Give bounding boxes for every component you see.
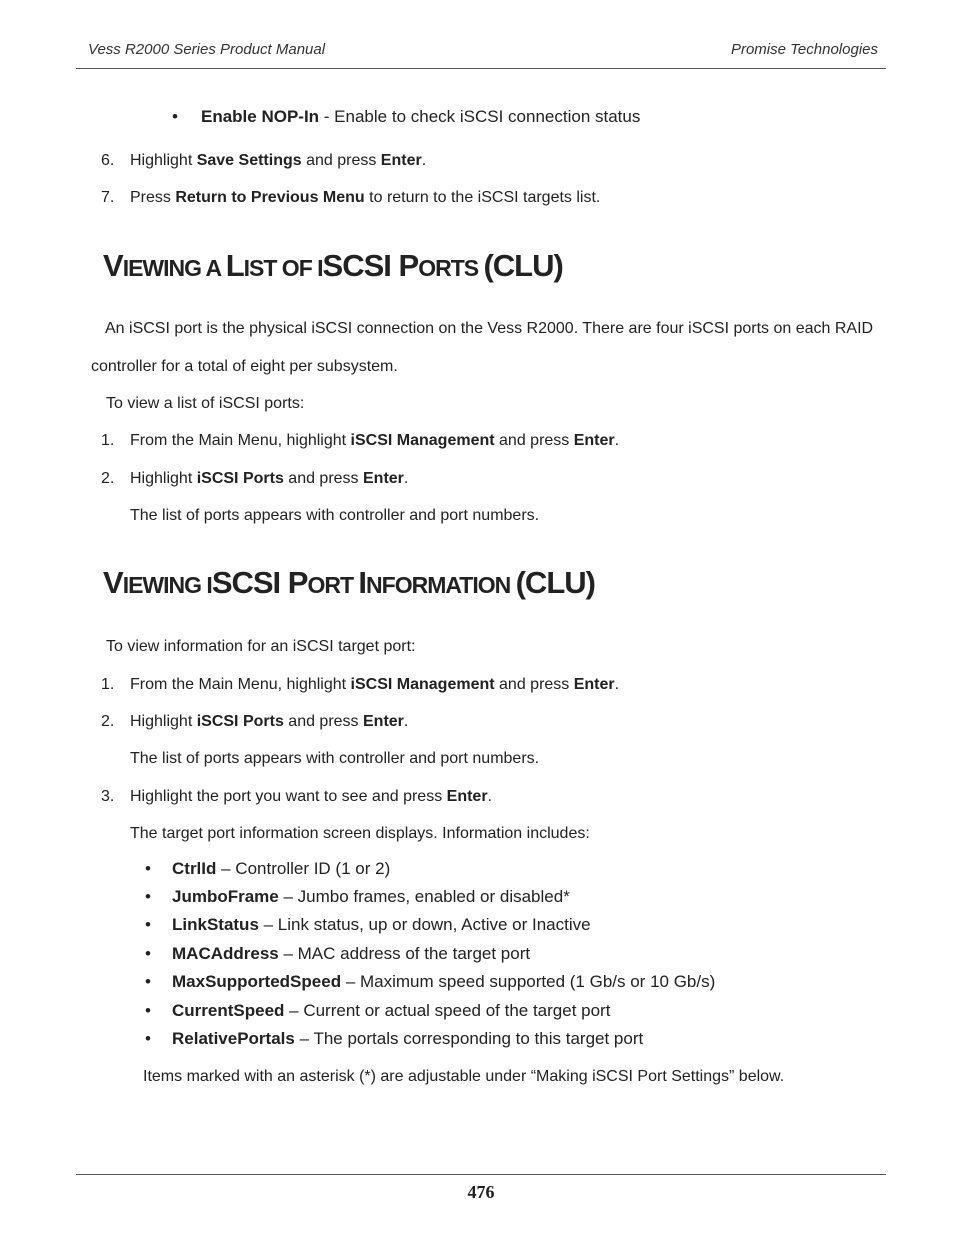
- paragraph-intro: To view a list of iSCSI ports:: [106, 395, 305, 412]
- text-span: 7.: [101, 189, 115, 206]
- step-6: [101, 152, 426, 170]
- text-span: and press: [301, 152, 381, 169]
- text-span: Press: [130, 189, 176, 206]
- text-span: 1.: [101, 432, 115, 449]
- text-span: ORT: [307, 572, 359, 598]
- text-span: IST OF I: [243, 255, 323, 281]
- text-span: NFORMATION: [366, 572, 516, 598]
- list-item: [145, 1029, 643, 1049]
- text-span: Highlight: [130, 470, 197, 487]
- text-span: and press: [283, 470, 363, 487]
- list-item: [145, 944, 530, 964]
- running-header-title: Vess R2000 Series Product Manual: [88, 41, 326, 58]
- text-span: •: [145, 1001, 151, 1020]
- page-number: 476: [467, 1182, 495, 1202]
- text-span: 2.: [101, 470, 115, 487]
- text-span: .: [614, 676, 620, 693]
- text-span: and press: [283, 713, 363, 730]
- text-span: – MAC address of the target port: [278, 944, 531, 963]
- text-span: .: [614, 432, 620, 449]
- text-span: iSCSI Management: [350, 676, 495, 693]
- footer-rule: [76, 1174, 886, 1175]
- bullet-text: - Enable to check iSCSI connection status: [319, 107, 641, 126]
- step-1: [101, 432, 619, 450]
- step-1: [101, 676, 619, 694]
- text-span: Highlight: [130, 152, 197, 169]
- step-2: [101, 470, 408, 488]
- text-span: to return to the iSCSI targets list.: [364, 189, 601, 206]
- text-span: MACAddress: [172, 944, 279, 963]
- text-span: iSCSI Ports: [196, 470, 284, 487]
- text-span: Enter: [363, 470, 404, 487]
- text-span: SCSI: [322, 248, 399, 283]
- text-span: – Jumbo frames, enabled or disabled*: [278, 887, 570, 906]
- text-span: LinkStatus: [172, 915, 259, 934]
- text-span: Enter: [446, 788, 488, 805]
- text-span: V: [103, 248, 123, 283]
- text-span: MaxSupportedSpeed: [172, 972, 342, 991]
- text-span: P: [287, 565, 308, 600]
- list-item: [145, 859, 390, 879]
- bullet-marker: •: [172, 107, 178, 126]
- text-span: – Link status, up or down, Active or Inactive: [258, 915, 591, 934]
- text-span: Enter: [573, 432, 615, 449]
- text-span: 3.: [101, 788, 115, 805]
- text-span: •: [145, 1029, 151, 1048]
- footnote: Items marked with an asterisk (*) are adjustable under “Making iSCSI Port Settings” below.: [143, 1068, 785, 1085]
- text-span: .: [487, 788, 492, 805]
- text-span: – The portals corresponding to this target port: [294, 1029, 644, 1048]
- text-span: .: [403, 713, 409, 730]
- bullet-enable-nop-in: [172, 107, 640, 127]
- list-item: [145, 915, 591, 935]
- text-span: and press: [494, 676, 574, 693]
- text-span: .: [421, 152, 427, 169]
- text-span: •: [145, 972, 151, 991]
- text-span: •: [145, 915, 151, 934]
- list-item: [145, 1001, 610, 1021]
- text-span: .: [403, 470, 409, 487]
- text-span: IEWING A: [122, 255, 226, 281]
- text-span: Save Settings: [196, 152, 302, 169]
- paragraph-line: An iSCSI port is the physical iSCSI connection on the Vess R2000. There are four iSCSI ports on each RAID: [105, 320, 874, 337]
- text-span: •: [145, 859, 151, 878]
- section-heading-iscsi-port-info: [103, 565, 595, 601]
- text-span: 6.: [101, 152, 115, 169]
- paragraph-line: controller for a total of eight per subsystem.: [91, 358, 398, 375]
- text-span: •: [145, 944, 151, 963]
- text-span: Highlight: [130, 713, 197, 730]
- step-7: [101, 189, 600, 207]
- text-span: Enter: [363, 713, 404, 730]
- text-span: From the Main Menu, highlight: [130, 432, 351, 449]
- text-span: – Maximum speed supported (1 Gb/s or 10 Gb/s): [341, 972, 716, 991]
- step-note: The list of ports appears with controller and port numbers.: [130, 507, 540, 524]
- list-item: [145, 972, 715, 992]
- text-span: P: [398, 248, 419, 283]
- section-heading-iscsi-ports-list: [103, 248, 563, 284]
- text-span: CtrlId: [172, 859, 217, 878]
- text-span: Highlight the port you want to see and press: [130, 788, 447, 805]
- step-3: [101, 788, 492, 806]
- text-span: (CLU): [483, 248, 563, 283]
- text-span: •: [145, 887, 151, 906]
- paragraph-intro: To view information for an iSCSI target port:: [106, 638, 416, 655]
- text-span: I: [358, 565, 367, 600]
- text-span: From the Main Menu, highlight: [130, 676, 351, 693]
- step-2: [101, 713, 408, 731]
- text-span: L: [225, 248, 244, 283]
- text-span: 2.: [101, 713, 115, 730]
- text-span: Enter: [573, 676, 615, 693]
- text-span: V: [103, 565, 123, 600]
- text-span: iSCSI Ports: [196, 713, 284, 730]
- text-span: and press: [494, 432, 574, 449]
- text-span: CurrentSpeed: [172, 1001, 285, 1020]
- text-span: Return to Previous Menu: [175, 189, 365, 206]
- text-span: iSCSI Management: [350, 432, 495, 449]
- text-span: Enter: [380, 152, 422, 169]
- header-rule: [76, 68, 886, 69]
- text-span: 1.: [101, 676, 115, 693]
- text-span: – Controller ID (1 or 2): [216, 859, 391, 878]
- text-span: – Current or actual speed of the target port: [284, 1001, 611, 1020]
- text-span: RelativePortals: [172, 1029, 295, 1048]
- text-span: IEWING I: [122, 572, 212, 598]
- list-item: [145, 887, 570, 907]
- bullet-term: Enable NOP-In: [201, 107, 320, 126]
- running-header-company: Promise Technologies: [730, 41, 878, 58]
- text-span: (CLU): [515, 565, 595, 600]
- step-note: The target port information screen displays. Information includes:: [130, 825, 590, 842]
- text-span: ORTS: [418, 255, 484, 281]
- text-span: SCSI: [211, 565, 288, 600]
- step-note: The list of ports appears with controller and port numbers.: [130, 750, 540, 767]
- text-span: JumboFrame: [172, 887, 279, 906]
